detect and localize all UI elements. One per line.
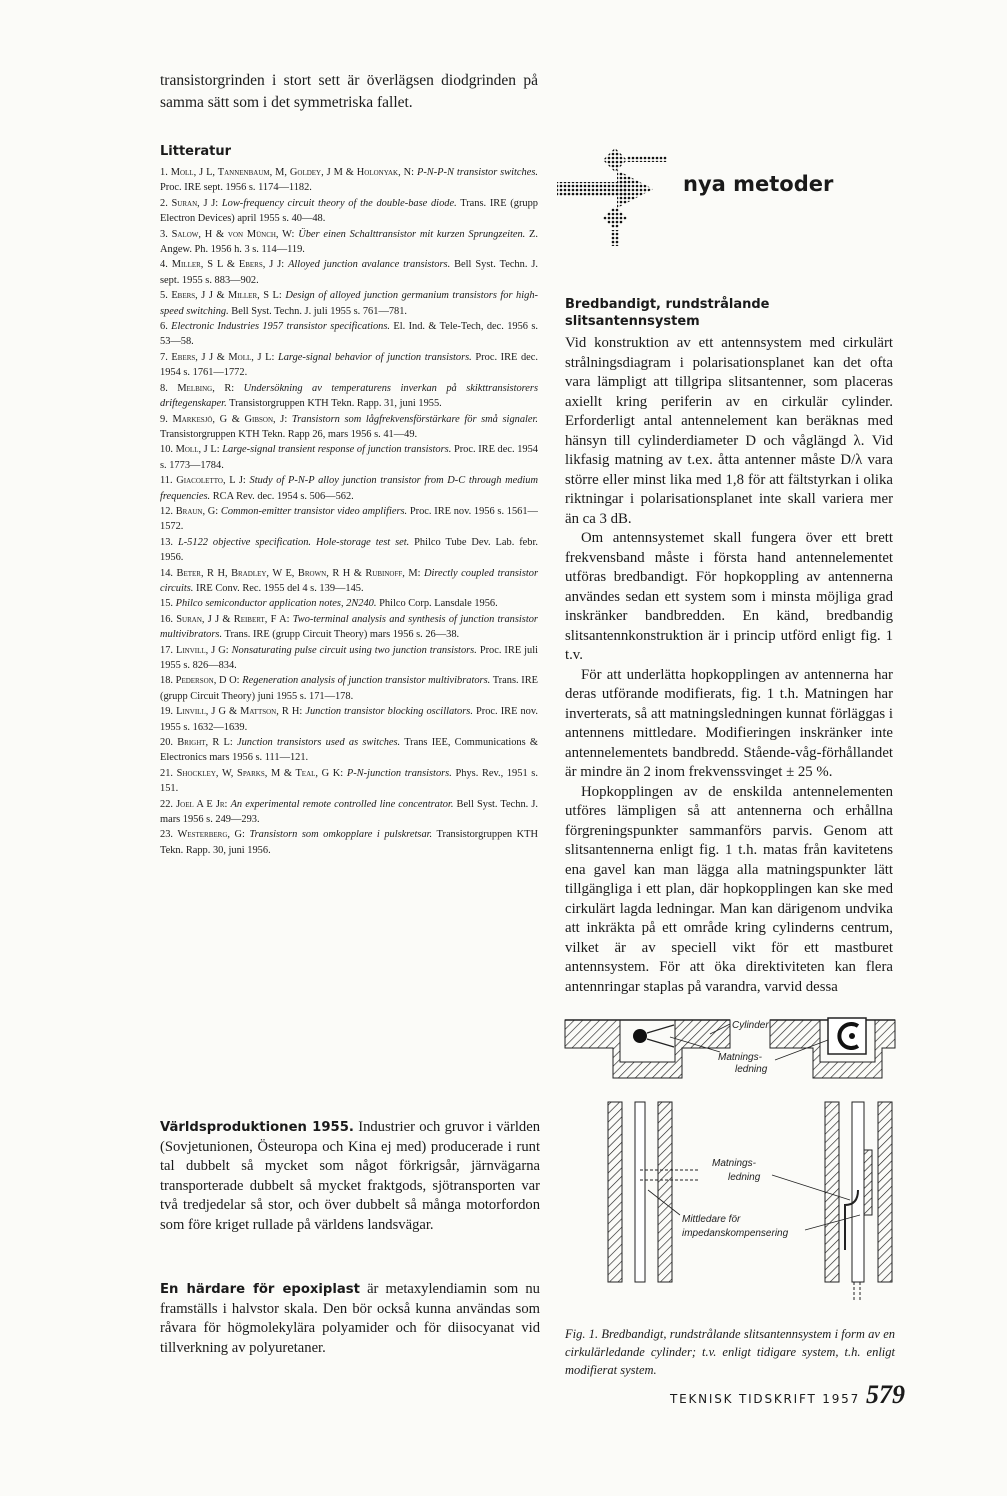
reference-source: IRE Conv. Rec. 1955 del 4 s. 139—145.	[196, 582, 364, 594]
reference-number: 6.	[160, 321, 168, 333]
section-logo-text: nya metoder	[683, 172, 834, 196]
reference-number: 20.	[160, 737, 173, 749]
reference-authors: Linvill, J G & Mattson, R H:	[176, 706, 303, 718]
intro-paragraph: transistorgrinden i stort sett är överlägsen diodgrinden på samma sätt som i det symmetriska fallet.	[160, 72, 538, 111]
reference-number: 3.	[160, 228, 168, 240]
reference-number: 2.	[160, 197, 168, 209]
reference-title: Study of P-N-P alloy junction transistor from D-C through medium frequencies.	[160, 475, 538, 502]
reference-title: Junction transistors used as switches.	[236, 737, 401, 749]
reference-number: 17.	[160, 644, 173, 656]
reference-title: Two-terminal analysis and synthesis of junction transistor multivibrators.	[160, 613, 538, 641]
reference-authors: Miller, S L & Ebers, J J:	[171, 259, 285, 271]
reference-title: P-N-P-N transistor switches.	[416, 167, 538, 178]
reference-number: 5.	[160, 290, 168, 302]
reference-list	[160, 165, 538, 858]
article-paragraph: Om antennsystemet skall fungera över ett brett frekvensband måste i första hand antennelementet utföras bredbandigt. För hopkoppling av antennerna användes sedan ett system som i minsta möjliga grad inskränker bandbredden. En känd, bredbandig slitsantennkonstruktion är i princip utförd enligt fig. 1 t.v.	[565, 530, 893, 663]
reference-source: Bell Syst. Techn. J. mars 1956 s. 249—293.	[160, 798, 538, 826]
label-feed-top-2: Matnings-	[712, 1158, 756, 1169]
news-heading: Världsproduktionen 1955.	[160, 1120, 354, 1135]
reference-title: Nonsaturating pulse circuit using two junction transistors.	[231, 644, 477, 656]
reference-number: 4.	[160, 259, 168, 271]
reference-source: Philco Tube Dev. Lab. febr. 1956.	[160, 536, 538, 564]
reference-source: Transistorgruppen KTH Tekn. Rapp. 31, juni 1955.	[229, 398, 442, 410]
reference-authors: Linvill, J G:	[175, 644, 229, 656]
label-feed-bottom-2: ledning	[728, 1172, 761, 1183]
reference-item	[160, 473, 538, 504]
reference-item	[160, 827, 538, 858]
reference-item	[160, 673, 538, 704]
reference-authors: Markesjö, G & Gibson, J:	[172, 413, 288, 425]
reference-authors: Westerberg, G:	[177, 829, 245, 841]
reference-item	[160, 165, 538, 196]
reference-source: Bell Syst. Techn. J. sept. 1955 s. 883—902.	[160, 259, 538, 286]
reference-item	[160, 704, 538, 735]
reference-authors: Bright, R L:	[177, 737, 233, 749]
article-paragraph: Hopkopplingen av de enskilda antennelementen utföres lämpligen så att antennerna och erhållna förgreningspunkter sammanförs parvis. Genom att slitsantennerna enligt fig. 1 t.h. matas från kavitetens ena gavel kan man lägga alla matningspunkter lätt tillgängliga i ett plan, där hopkopplingen kan ske med cirkulärt lagda ledningar. Man kan därigenom undvika att inkräkta på ett område kring cylinderns centrum, vilket är av speciell vikt för ett mastburet antennsystem. För att öka direktiviteten kan flera antennringar staplas på varandra, varvid dessa	[565, 783, 893, 995]
reference-item	[160, 381, 538, 412]
reference-title: Transistorn som omkopplare i pulskretsar.	[249, 829, 433, 841]
news-item-epoxy-hardener	[160, 1280, 540, 1358]
reference-title: Low-frequency circuit theory of the double-base diode.	[221, 197, 457, 209]
page-number: 579	[866, 1380, 905, 1409]
left-column	[160, 70, 538, 858]
reference-authors: Suran, J J:	[171, 197, 219, 209]
reference-source: Z. Angew. Ph. 1956 h. 3 s. 114—119.	[160, 228, 538, 256]
reference-number: 19.	[160, 706, 173, 718]
reference-number: 15.	[160, 598, 173, 610]
reference-number: 16.	[160, 613, 173, 625]
arrow-logo-icon	[555, 140, 680, 250]
reference-number: 11.	[160, 475, 173, 487]
figure-1-diagram	[560, 1000, 900, 1310]
reference-item	[160, 412, 538, 443]
reference-item	[160, 735, 538, 766]
reference-item	[160, 196, 538, 227]
reference-item	[160, 504, 538, 535]
article-body	[565, 334, 893, 997]
reference-title: Über einen Schalttransistor mit kurzen Sprungzeiten.	[298, 228, 526, 240]
reference-source: Proc. IRE dec. 1954 s. 1773—1784.	[160, 444, 538, 471]
news-heading: En härdare för epoxiplast	[160, 1282, 360, 1297]
reference-source: Proc. IRE nov. 1956 s. 1561—1572.	[160, 505, 538, 533]
reference-authors: Beter, R H, Bradley, W E, Brown, R H & Rubinoff, M:	[176, 567, 421, 579]
label-center-bottom: impedanskompensering	[682, 1228, 789, 1239]
article-paragraph: För att underlätta hopkopplingen av antennerna har deras utförande modifierats, fig. 1 t.h. Matningen har inverterats, så att matningsledningen kunnat förläggas i antennens mittledare. Modifieringen inskränker inte antennelementets bandbredd. Stående-våg-förhållandet är mindre än 2 inom frekvenssvinget ± 25 %.	[565, 666, 893, 780]
article	[565, 296, 893, 997]
reference-title: Philco semiconductor application notes, 2N240.	[175, 598, 377, 610]
reference-number: 1.	[160, 167, 168, 178]
reference-item	[160, 319, 538, 350]
reference-number: 21.	[160, 767, 173, 779]
feed-line-left	[633, 1029, 647, 1043]
reference-title: L-5122 objective specification. Hole-storage test set.	[177, 536, 410, 548]
reference-authors: Giacoletto, L J:	[176, 475, 246, 487]
reference-title: An experimental remote controlled line concentrator.	[230, 798, 454, 810]
reference-number: 8.	[160, 382, 168, 394]
page-footer	[670, 1380, 905, 1410]
reference-number: 23.	[160, 829, 173, 841]
reference-title: Transistorn som lågfrekvensförstärkare för små signaler.	[291, 413, 539, 425]
reference-source: Transistorgruppen KTH Tekn. Rapp 26, mars 1956 s. 41—49.	[160, 428, 418, 440]
reference-number: 7.	[160, 351, 168, 363]
reference-number: 13.	[160, 536, 173, 548]
literature-heading: Litteratur	[160, 144, 232, 159]
reference-authors: Moll, J L, Tannenbaum, M, Goldey, J M & Holonyak, N:	[170, 167, 415, 178]
reference-authors: Joel A E Jr:	[176, 798, 228, 810]
reference-item	[160, 442, 538, 473]
reference-authors: Ebers, J J & Moll, J L:	[171, 351, 275, 363]
reference-title: Large-signal behavior of junction transistors.	[277, 351, 472, 363]
reference-source: Trans. IRE (grupp Circuit Theory) mars 1956 s. 26—38.	[224, 629, 460, 641]
reference-number: 9.	[160, 413, 168, 425]
label-feed-bottom: ledning	[735, 1064, 768, 1075]
article-paragraph: Vid konstruktion av ett antennsystem med cirkulärt strålningsdiagram i polarisationsplanet kan det ofta vara lämpligt att tillgripa slitsantenner, som placeras axiellt kring periferin av en cirkulär cylinder. Erforderligt antal antennelement kan beräknas med hänsyn till cylinderdiameter D och våglängd λ. Vid likfasig matning av t.ex. åtta antenner måste D/λ vara större eller minst lika med 1,8 för att fältstyrkan i olika riktningar i polarisationsplanet inte skall variera mer än ca 3 dB.	[565, 335, 893, 527]
article-title: Bredbandigt, rundstrålande slitsantennsystem	[565, 297, 770, 329]
reference-number: 22.	[160, 798, 173, 810]
news-text: Industrier och gruvor i världen (Sovjetunionen, Östeuropa och Kina ej med) producerade i runt tal dubbelt så mycket som något förkrigsår, järnvägarna transporterade dubbelt så mycket fraktgods, sjötransporten var två tredjedelar så stor, och över dubbelt så många motorfordon som före kriget rullade på världens landsvägar.	[160, 1119, 540, 1233]
reference-source: Proc. IRE juli 1955 s. 826—834.	[160, 644, 538, 671]
reference-source: El. Ind. & Tele-Tech, dec. 1956 s. 53—58.	[160, 321, 538, 348]
label-feed-top: Matnings-	[718, 1052, 762, 1063]
reference-number: 14.	[160, 567, 173, 579]
reference-item	[160, 566, 538, 597]
reference-item	[160, 797, 538, 828]
reference-title: Undersökning av temperaturens inverkan på skikttransistorers driftegenskaper.	[160, 382, 539, 410]
reference-authors: Melbing, R:	[177, 382, 235, 394]
reference-title: Regeneration analysis of junction transistor multivibrators.	[242, 675, 491, 687]
reference-item	[160, 350, 538, 381]
reference-source: Bell Syst. Techn. J. juli 1955 s. 761—781.	[231, 305, 408, 317]
label-cylinder: Cylinder	[732, 1020, 769, 1031]
reference-title: Alloyed junction avalance transistors.	[288, 259, 451, 271]
reference-title: Electronic Industries 1957 transistor specifications.	[171, 321, 391, 333]
reference-source: Transistorgruppen KTH Tekn. Rapp. 30, juni 1956.	[160, 829, 538, 856]
reference-source: Proc. IRE dec. 1954 s. 1761—1772.	[160, 351, 539, 379]
reference-source: Proc. IRE sept. 1956 s. 1174—1182.	[160, 182, 312, 194]
reference-source: Proc. IRE nov. 1955 s. 1632—1639.	[160, 706, 538, 733]
news-text: är metaxylendiamin som nu framställs i halvstor skala. Den bör också kunna användas som råvara för högmolekylära polyamider och för diisocyanat vid tillverkning av polyuretaner.	[160, 1281, 540, 1356]
reference-authors: Braun, G:	[175, 505, 219, 517]
reference-title: Junction transistor blocking oscillators.	[305, 706, 473, 718]
reference-source: Trans. IRE (grupp Circuit Theory) juni 1955 s. 171—178.	[160, 675, 538, 702]
reference-authors: Suran, J J & Reibert, F A:	[176, 613, 290, 625]
news-item-world-production	[160, 1118, 540, 1235]
reference-title: Directly coupled transistor circuits.	[160, 567, 538, 594]
reference-item	[160, 612, 538, 643]
reference-title: Design of alloyed junction germanium transistors for high-speed switching.	[160, 290, 538, 317]
reference-source: Trans. IRE (grupp Electron Devices) april 1955 s. 40—48.	[160, 197, 538, 225]
reference-item	[160, 288, 538, 319]
reference-item	[160, 766, 538, 797]
reference-source: RCA Rev. dec. 1954 s. 506—562.	[212, 490, 354, 502]
reference-source: Trans IEE, Communications & Electronics mars 1956 s. 111—121.	[160, 737, 538, 764]
reference-number: 12.	[160, 505, 173, 517]
reference-item	[160, 535, 538, 566]
reference-authors: Moll, J L:	[175, 444, 220, 456]
figure-caption: Fig. 1. Bredbandigt, rundstrålande slitsantennsystem i form av en cirkulärledande cylinder; t.v. enligt tidigare system, t.h. enligt modifierat system.	[565, 1327, 895, 1377]
reference-number: 10.	[160, 444, 173, 456]
reference-item	[160, 643, 538, 674]
reference-authors: Ebers, J J & Miller, S L:	[171, 290, 282, 302]
reference-authors: Pederson, D O:	[175, 675, 240, 687]
reference-authors: Shockley, W, Sparks, M & Teal, G K:	[176, 767, 344, 779]
journal-name: TEKNISK TIDSKRIFT 1957	[669, 1392, 860, 1406]
reference-source: Phys. Rev., 1951 s. 151.	[160, 767, 538, 795]
reference-title: Large-signal transient response of junction transistors.	[222, 444, 452, 456]
reference-item	[160, 257, 538, 288]
reference-title: P-N-junction transistors.	[346, 767, 452, 779]
label-center-top: Mittledare för	[682, 1214, 741, 1225]
reference-number: 18.	[160, 675, 173, 687]
reference-item	[160, 227, 538, 258]
reference-authors: Salow, H & von Münch, W:	[171, 228, 295, 240]
reference-title: Common-emitter transistor video amplifiers.	[220, 505, 408, 517]
reference-source: Philco Corp. Lansdale 1956.	[379, 598, 498, 610]
reference-item	[160, 596, 538, 611]
cylinder-wall-left	[565, 1020, 730, 1078]
